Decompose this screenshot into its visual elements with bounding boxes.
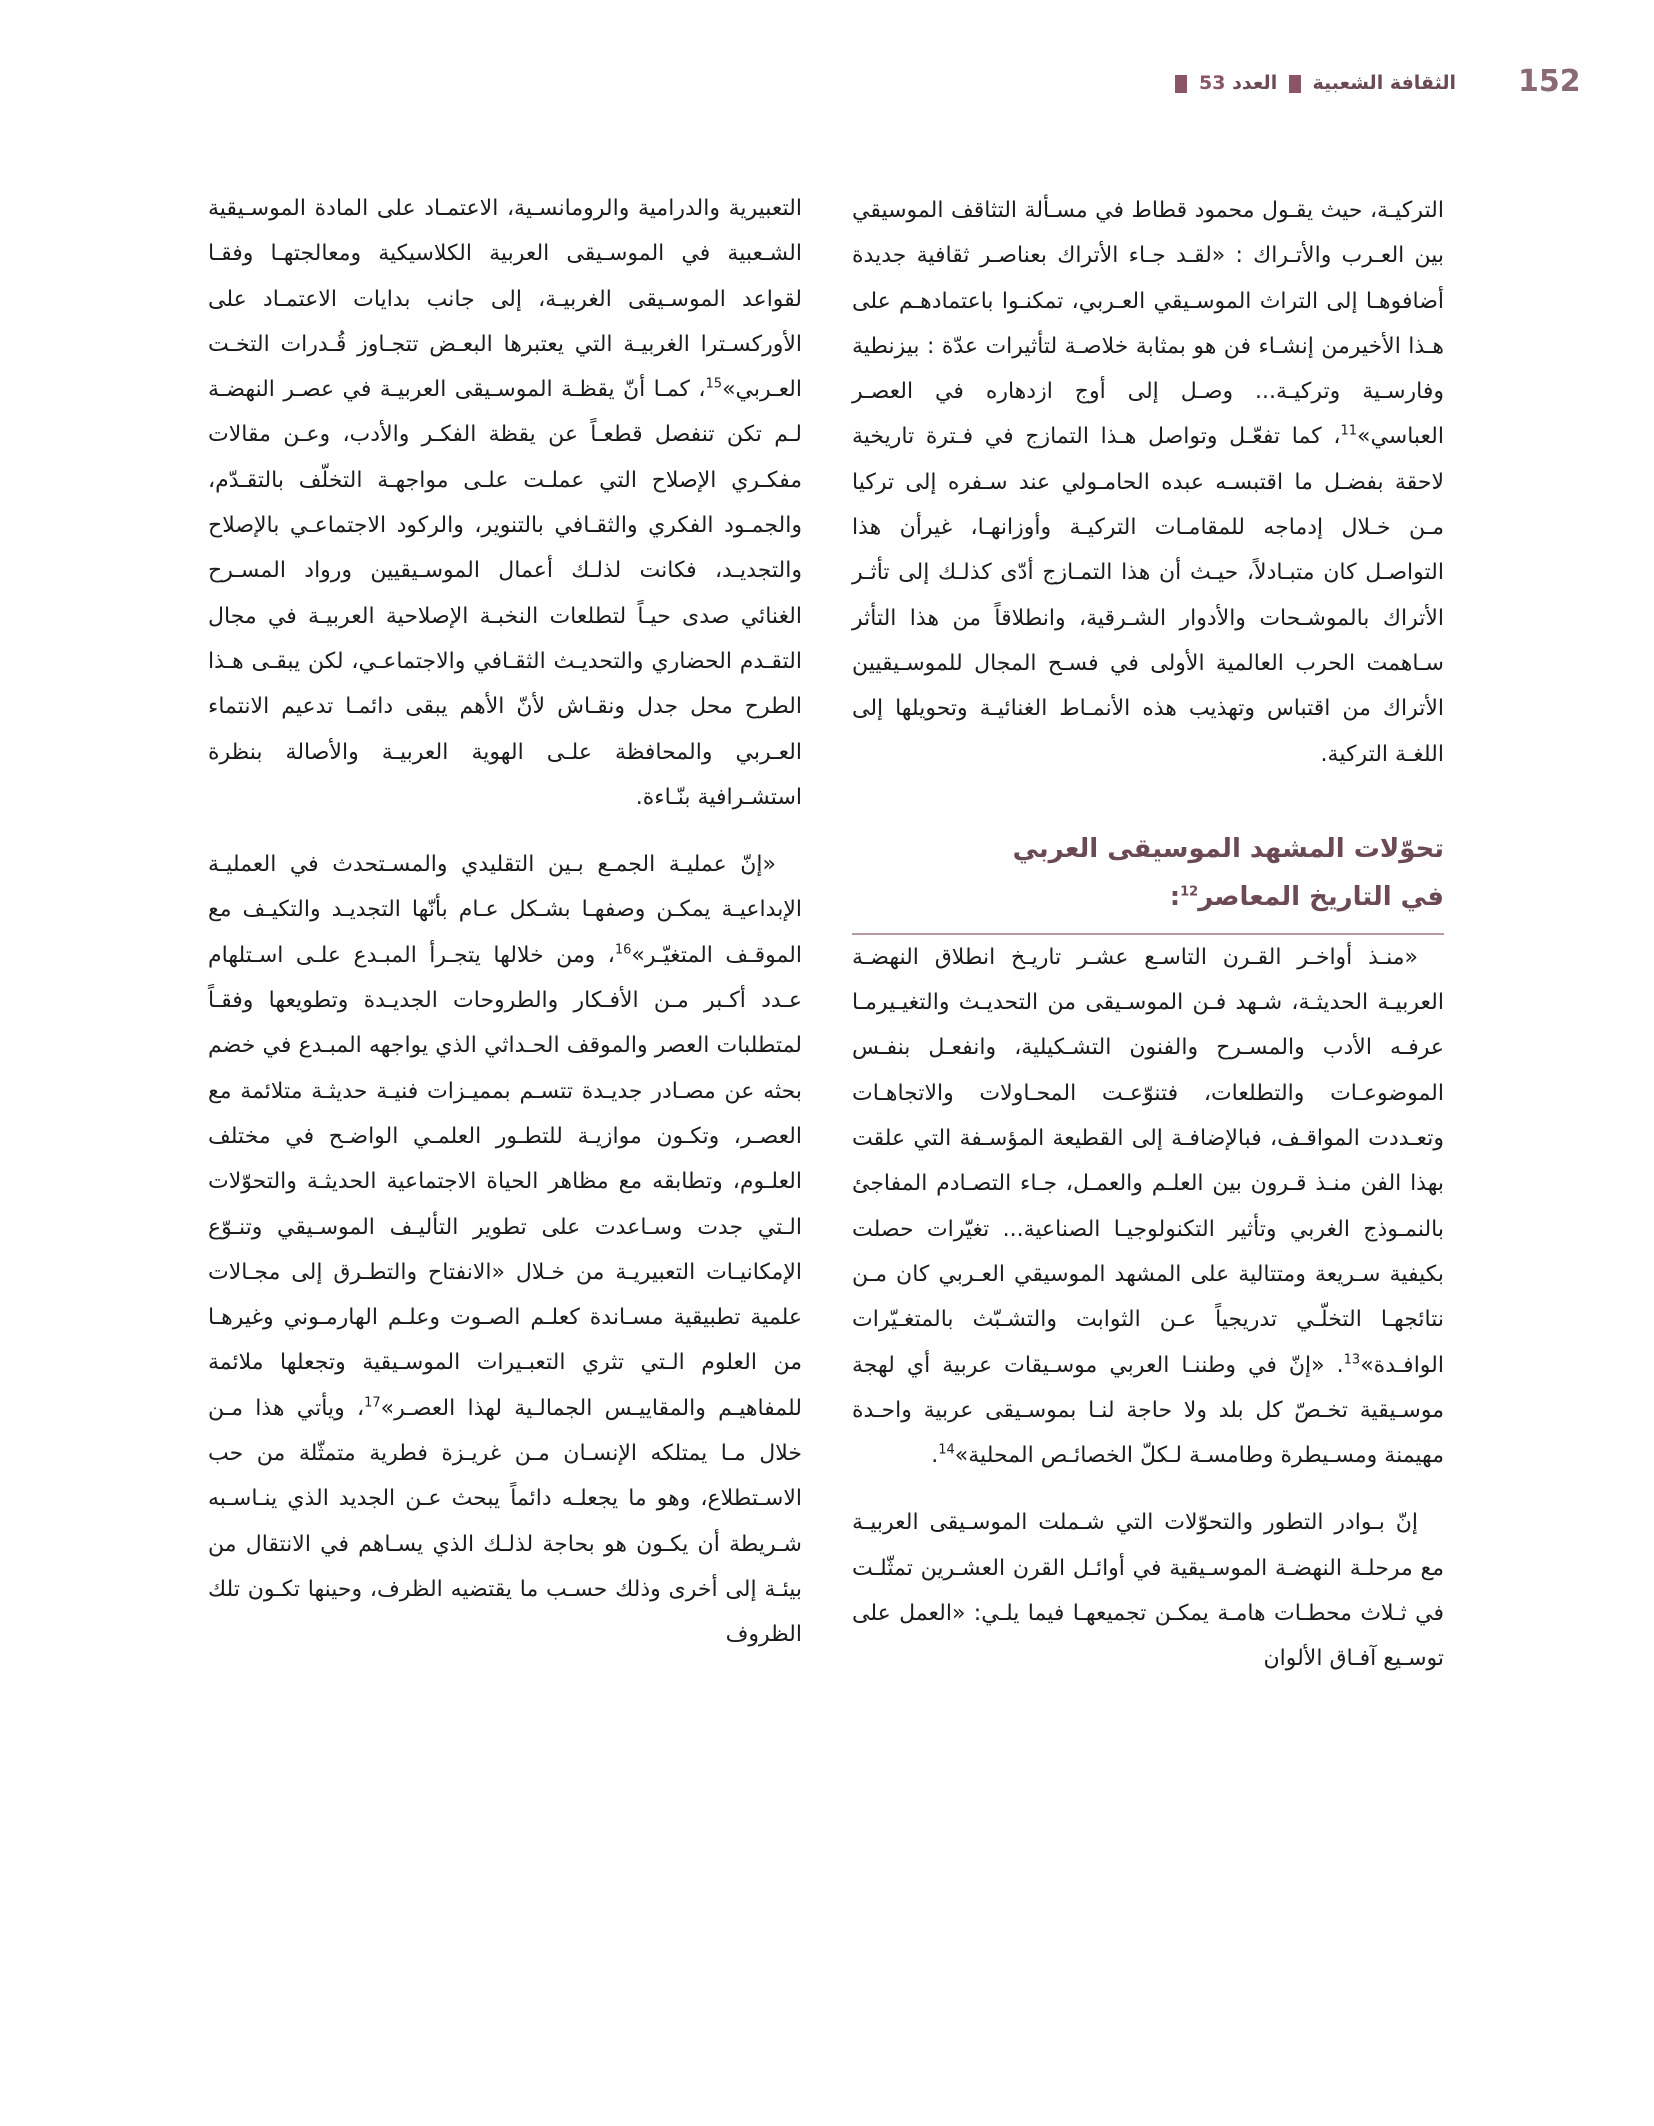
footnote-ref-16: 16 — [614, 942, 632, 958]
footnote-ref-15: 15 — [705, 376, 723, 392]
left-column — [208, 186, 802, 1658]
footnote-ref-12: 12 — [1180, 884, 1199, 900]
footnote-ref-17: 17 — [364, 1395, 381, 1411]
left-paragraph-2: «إنّ عمليـة الجمـع بـين التقليدي والمسـتحدث في العمليـة الإبداعيـة يمكـن وصفهـا بشـكل عـام بأنّها التجديـد والتكيـف مع الموقـف المتغيّـر»$^{16}$، ومن خلالها يتجـرأ المبـدع علـى اسـتلهام عـدد أكـبر مـن الأفـكار والطروحات الجديـدة وتطويعها وفقـاً لمتطلبات العصر والموقف الحـداثي الذي يواجهه المبـدع في خضم بحثه عن مصـادر جديـدة تتسـم بمميـزات فنيـة حديثـة متلائمة مع العصـر، وتكـون موازيـة للتطـور العلمـي الواضـح في مختلف العلـوم، وتطابقه مع مظاهر الحياة الاجتماعية الحديثـة والتحوّلات الـتي جدت وسـاعدت على تطوير التأليـف الموسـيقي وتنـوّع الإمكانيـات التعبيريـة من خـلال «الانفتاح والتطـرق إلى مجـالات علمية تطبيقية مسـاندة كعلـم الصـوت وعلـم الهارمـوني وغيرهـا من العلوم الـتي تثري التعبـيرات الموسـيقية وتجعلها ملائمة للمفاهيـم والمقاييـس الجمالـية لهذا العصـر»$^{17}$، ويأتي هذا مـن خلال مـا يمتلكه الإنسـان مـن غريـزة فطرية متمثّلة من حب الاسـتطلاع، وهو ما يجعلـه دائماً يبحث عـن الجديد الذي ينـاسـبه شـريطة أن يكـون هو بحاجة لذلـك الذي يسـاهم في الانتقال من بيئـة إلى أخرى وذلك حسـب ما يقتضيه الظرف، وحينها تكـون تلك الظروف — [208, 852, 802, 1648]
footnote-ref-11: 11 — [1340, 424, 1357, 440]
issue-number: 53 — [1199, 72, 1226, 94]
right-paragraph-3: إنّ بـوادر التطور والتحوّلات التي شـملت الموسـيقى العربيـة مع مرحلـة النهضـة الموسـيقية في أوائـل القرن العشـرين تمثّلـت في ثـلاث محطـات هامـة يمكـن تجميعهـا فيما يلـي: «العمل على توسـيع آفـاق الألوان — [852, 1510, 1444, 1672]
header-square-marker-end — [1175, 75, 1187, 93]
magazine-title: الثقافة الشعبية — [1312, 72, 1456, 94]
right-paragraph-2: «منـذ أواخـر القـرن التاسـع عشـر تاريـخ انطلاق النهضـة العربيـة الحديثـة، شـهد فـن الموسـيقى من التحديـث والتغيـيرمـا عرفـه الأدب والمسـرح والفنون التشـكيلية، وانفعـل بنفـس الموضوعـات والتطلعات، فتنوّعـت المحـاولات والاتجاهـات وتعـددت المواقـف، فبالإضافـة إلى القطيعة المؤسـفة التي علقت بهذا الفن منـذ قـرون بين العلـم والعمـل، جـاء التصـادم المفاجئ بالنمـوذج الغربي وتأثير التكنولوجيـا الصناعية... تغيّرات حصلت بكيفية سـريعة ومتتالية على المشهد الموسيقي العـربي كان مـن نتائجهـا التخلّـي تدريجياً عـن الثوابت والتشـبّث بالمتغـيّرات الوافـدة»$^{13}$. «إنّ في وطننـا العربي موسـيقات عربية أي لهجة موسـيقية تخـصّ كل بلد ولا حاجة لنـا بموسـيقى عربية واحـدة مهيمنة ومسـيطرة وطامسـة لـكلّ الخصائـص المحلية»$^{14}$. — [852, 944, 1444, 1469]
footnote-ref-14: 14 — [938, 1442, 955, 1458]
left-paragraph-1: التعبيرية والدرامية والرومانسـية، الاعتمـاد على المادة الموسـيقية الشـعبية في الموسـيقى العربية الكلاسيكية ومعالجتهـا وفقـا لقواعد الموسـيقى الغربيـة، إلى جانب بدايات الاعتمـاد على الأوركسـترا الغربيـة التي يعتبرها البعـض تتجـاوز قُـدرات التخـت العـربي»$^{15}$، كمـا أنّ يقظـة الموسـيقى العربيـة في عصـر النهضـة لـم تكن تنفصل قطعـاً عن يقظة الفكـر والأدب، وعـن مقالات مفكـري الإصلاح التي عملـت علـى مواجهـة التخلّف بالتقـدّم، والجمـود الفكري والثقـافي بالتنوير، والركود الاجتماعـي بالإصلاح والتجديـد، فكانت لذلـك أعمال الموسـيقيين ورواد المسـرح الغنائي صدى حيـاً لتطلعات النخبـة الإصلاحية العربيـة في مجال التقـدم الحضاري والتحديـث الثقـافي والاجتماعـي، لكن يبقـى هـذا الطرح محل جدل ونقـاش لأنّ الأهم يبقى دائمـا تدعيم الانتماء العـربي والمحافظة علـى الهوية العربيـة والأصالة بنظرة استشـرافية بنّـاءة. — [208, 196, 802, 810]
running-header — [1156, 72, 1456, 94]
footnote-ref-13: 13 — [1343, 1352, 1361, 1368]
section-heading-line-1: تحوّلات المشهد الموسيقى العربي — [1012, 833, 1444, 864]
issue-label: العدد — [1232, 72, 1278, 94]
header-square-marker — [1289, 75, 1301, 93]
right-column — [852, 188, 1444, 1682]
section-heading — [852, 825, 1444, 935]
section-heading-line-2: في التاريخ المعاصر$^{12}$: — [1169, 881, 1444, 912]
page-number: 152 — [1518, 64, 1581, 99]
right-paragraph-1: التركيـة، حيث يقـول محمود قطاط في مسـألة التثاقف الموسيقي بين العـرب والأتـراك : «لقـد جـاء الأتراك بعناصـر ثقافية جديدة أضافوهـا إلى التراث الموسـيقي العـربي، تمكنـوا باعتمادهـم على هـذا الأخيرمن إنشـاء فن هو بمثابة خلاصـة لتأثيرات عدّة : بيزنطية وفارسـية وتركيـة... وصـل إلى أوج ازدهاره في العصـر العباسي»$^{11}$، كما تفعّـل وتواصل هـذا التمازج في فـترة تاريخية لاحقة بفضـل ما اقتبسـه عبده الحامـولي عند سـفره إلى تركيا مـن خـلال إدماجه للمقامـات التركيـة وأوزانهـا، غيرأن هذا التواصـل كان متبـادلاً، حيـث أن هذا التمـازج أدّى كذلـك إلى تأثـر الأتراك بالموشـحات والأدوار الشـرقية، وانطلاقاً من هذا التأثر سـاهمت الحرب العالمية الأولى في فسـح المجال للموسـيقيين الأتراك من اقتباس وتهذيب هذه الأنمـاط الغنائيـة وتحويلها إلى اللغـة التركية. — [852, 198, 1444, 767]
